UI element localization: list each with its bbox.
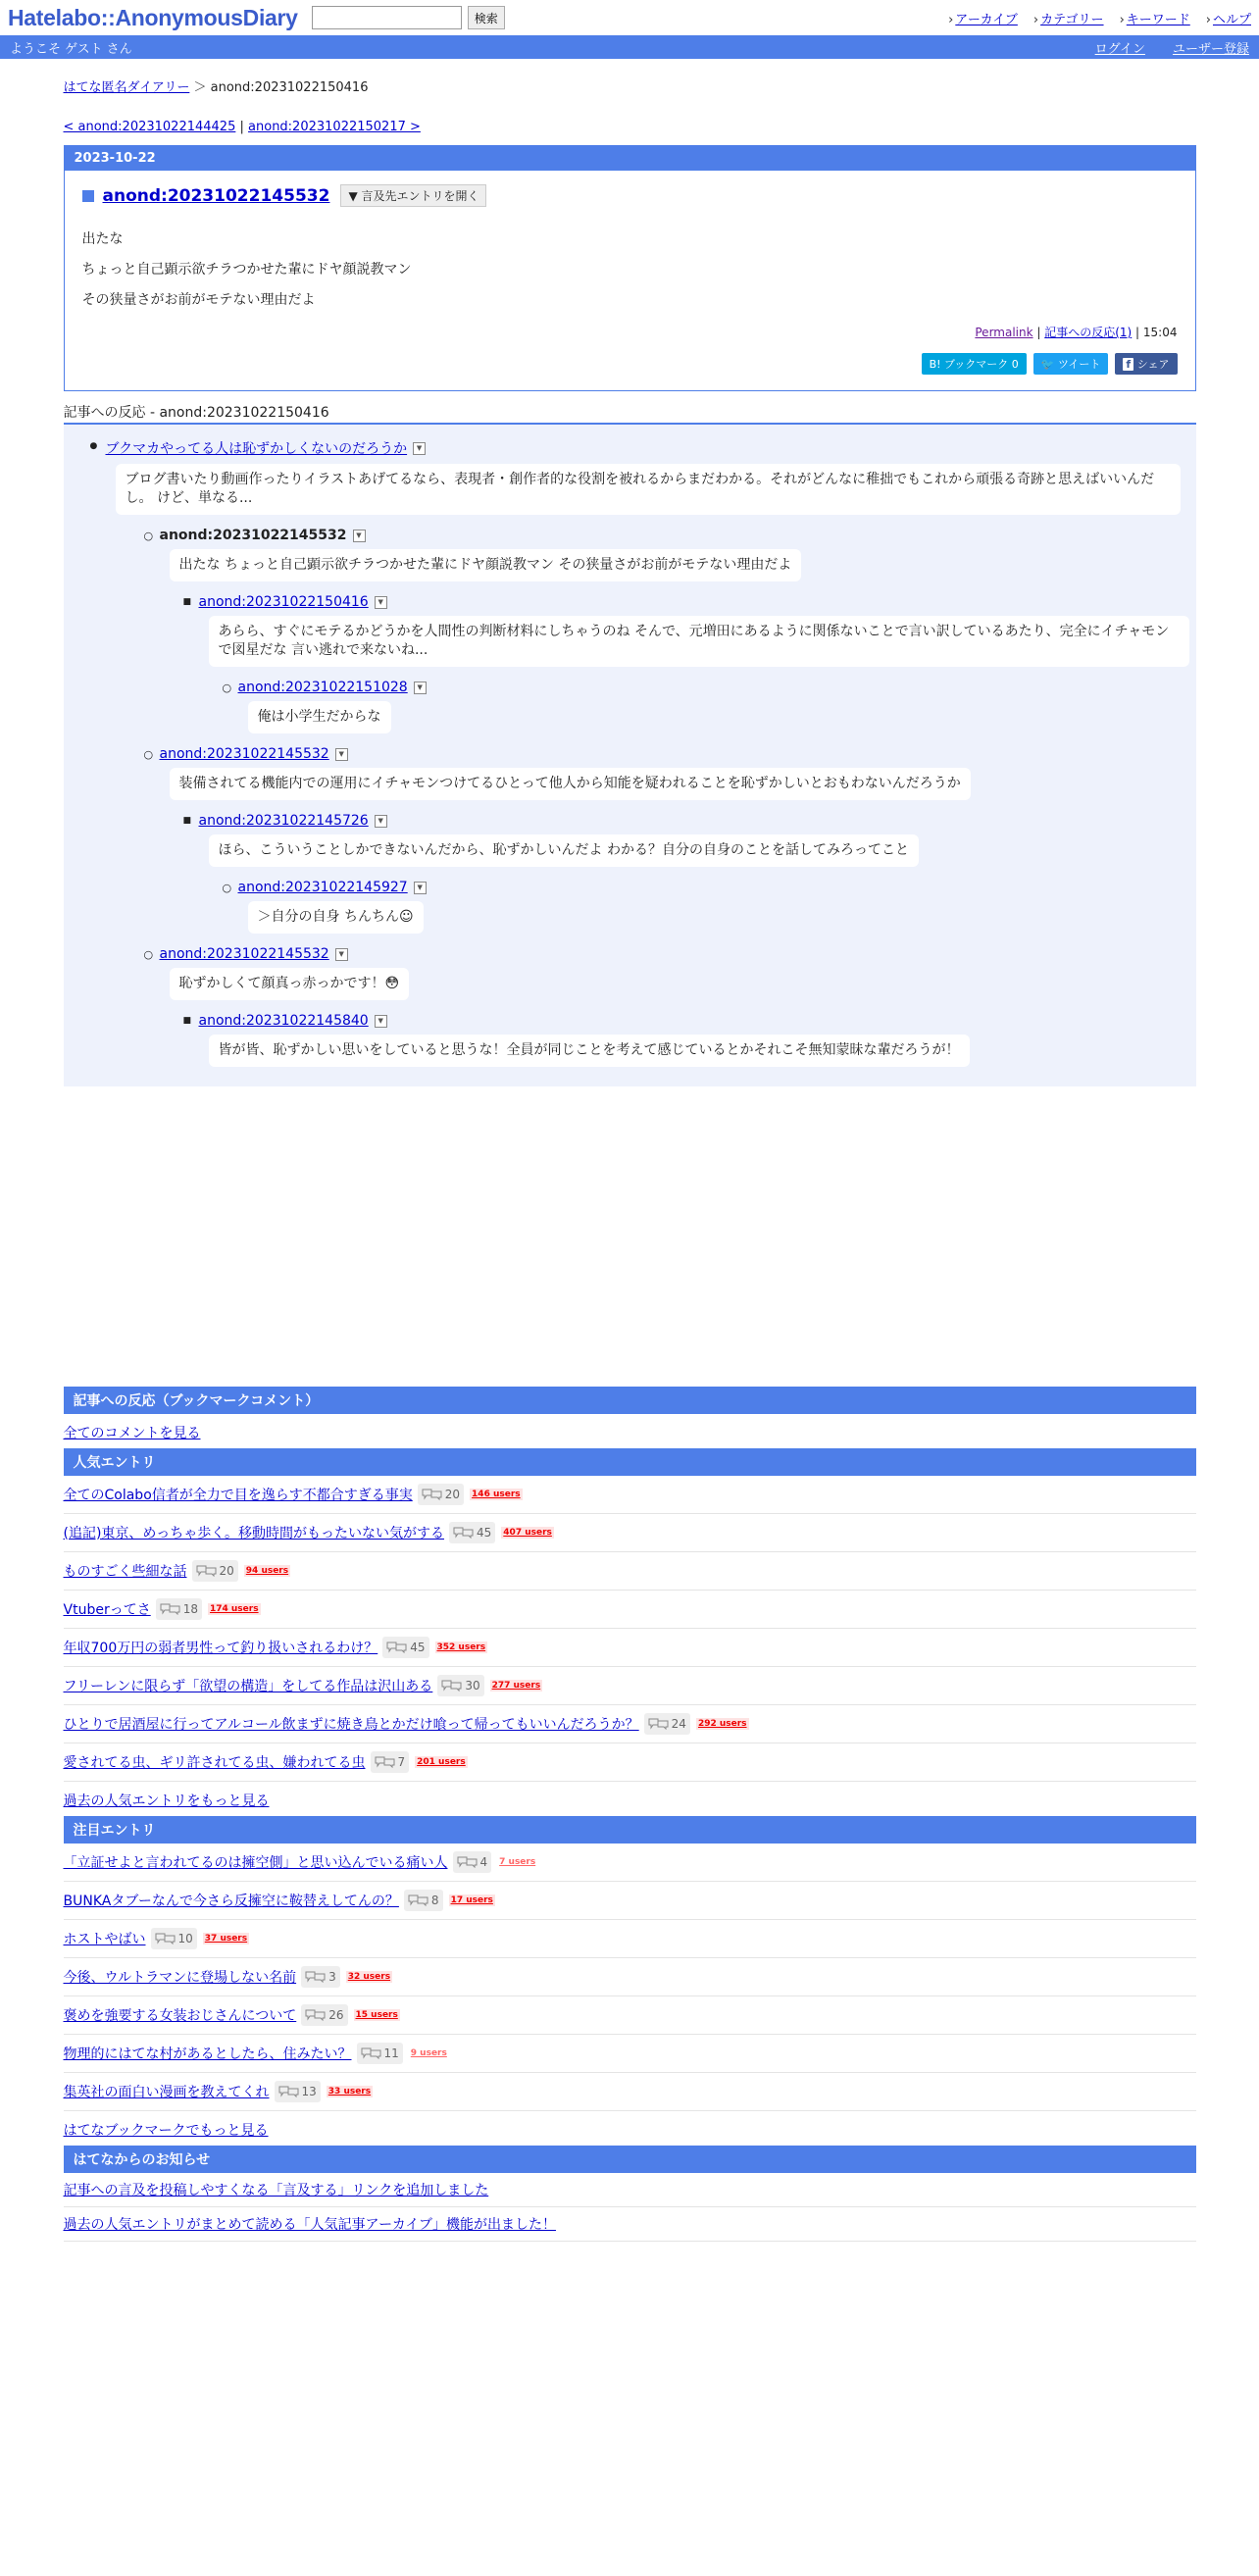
reaction-title-current: ○ anond:20231022145532 <box>159 528 347 543</box>
entry-body <box>82 232 1178 308</box>
comment-count-value: 20 <box>219 1564 234 1578</box>
bookmark-users-badge[interactable]: 32 users <box>347 1972 391 1982</box>
breadcrumb-current: anond:20231022150416 <box>210 80 369 95</box>
comment-count[interactable] <box>156 1598 202 1620</box>
bookmark-users-badge[interactable]: 37 users <box>204 1934 248 1944</box>
comment-count[interactable] <box>192 1560 238 1582</box>
reaction-title-link[interactable]: ○ anond:20231022145927 <box>237 880 408 895</box>
comment-count[interactable] <box>275 2081 321 2102</box>
entry-row <box>64 1629 1196 1667</box>
dropdown-icon[interactable]: ▼ <box>413 442 426 455</box>
comment-count[interactable] <box>449 1522 495 1543</box>
entry-link[interactable]: 「立証せよと言われてるのは擁空側」と思い込んでいる痛い人 <box>63 1855 448 1871</box>
facebook-icon: f <box>1123 358 1133 371</box>
main-content <box>64 59 1196 2242</box>
bookmark-users-badge[interactable]: 352 users <box>436 1642 486 1652</box>
dropdown-icon[interactable]: ▼ <box>375 596 387 609</box>
prev-next-nav <box>64 120 1196 134</box>
entry <box>65 171 1195 390</box>
reaction-title-link[interactable]: ■ anond:20231022150416 <box>198 594 369 610</box>
bookmark-users-badge[interactable]: 33 users <box>327 2087 372 2096</box>
comment-bubble-icon <box>375 1756 396 1768</box>
popular-more-link[interactable]: 過去の人気エントリをもっと見る <box>63 1793 270 1809</box>
search-input[interactable] <box>312 6 462 29</box>
top-nav <box>948 9 1251 27</box>
reaction-body: ＞自分の自身 ちんちん☺ <box>248 901 424 934</box>
all-comments-row <box>64 1414 1196 1448</box>
reaction-node <box>160 746 1181 800</box>
dropdown-icon[interactable]: ▼ <box>353 530 366 542</box>
bookmark-users-badge[interactable]: 7 users <box>499 1857 536 1867</box>
entry-row <box>64 1996 1196 2035</box>
day-section <box>64 145 1196 391</box>
comment-bubble-icon <box>160 1603 181 1615</box>
reaction-title-link[interactable]: ○ anond:20231022151028 <box>237 680 408 695</box>
welcome-bar <box>0 35 1259 59</box>
comment-count-value: 8 <box>430 1894 439 1907</box>
entry-time: 15:04 <box>1142 326 1178 339</box>
notice-link[interactable]: 記事への言及を投稿しやすくなる「言及する」リンクを追加しました <box>63 2183 489 2198</box>
comment-count[interactable] <box>301 2004 347 2026</box>
reaction-body: ほら、こういうことしかできないんだから、恥ずかしいんだよ わかる？自分の自身のことを話してみろってこと <box>209 834 919 867</box>
comment-count-value: 26 <box>328 2008 344 2022</box>
all-comments-link[interactable]: 全てのコメントを見る <box>63 1426 201 1441</box>
entry-link[interactable]: Vtuberってさ <box>63 1602 151 1618</box>
entry-row <box>64 2035 1196 2073</box>
entry-link[interactable]: BUNKAタブーなんで今さら反擁空に鞍替えしてんの？ <box>63 1894 399 1909</box>
reaction-title-link[interactable]: ○ anond:20231022145532 <box>159 946 329 962</box>
entry-link[interactable]: ホストやばい <box>63 1932 146 1947</box>
reaction-node <box>199 813 1181 867</box>
keyword-link[interactable]: › キーワード <box>1120 9 1190 27</box>
reaction-body: 装備されてる機能内での運用にイチャモンつけてるひとって他人から知能を疑われることを恥ずかしいとおもわないんだろうか <box>170 768 971 800</box>
bookmark-users-badge[interactable]: 201 users <box>417 1757 466 1767</box>
comment-count[interactable] <box>371 1751 410 1773</box>
comment-bubble-icon <box>155 1933 176 1945</box>
dropdown-icon[interactable]: ▼ <box>335 948 348 961</box>
comment-bubble-icon <box>386 1642 408 1653</box>
comment-count[interactable] <box>151 1928 197 1949</box>
bookmark-users-badge[interactable]: 292 users <box>697 1719 747 1729</box>
comment-count[interactable] <box>357 2043 403 2064</box>
tweet-button[interactable] <box>1033 353 1109 375</box>
comment-bubble-icon <box>441 1680 463 1692</box>
share-buttons <box>82 353 1178 375</box>
dropdown-icon[interactable]: ▼ <box>375 1015 387 1028</box>
next-entry-link[interactable]: anond:20231022150217 > <box>248 120 421 134</box>
reaction-body: ブログ書いたり動画作ったりイラストあげてるなら、表現者・創作者的な役割を被れるからまだわかる。それがどんなに稚拙でもこれから頑張る奇跡と思えばいいんだし。 けど、単なる... <box>116 464 1181 515</box>
comment-count[interactable] <box>437 1675 483 1696</box>
register-link[interactable]: ユーザー登録 <box>1172 41 1249 57</box>
comment-count-value: 13 <box>301 2085 317 2098</box>
bookmark-users-badge[interactable]: 174 users <box>209 1604 259 1614</box>
dropdown-icon[interactable]: ▼ <box>375 815 387 828</box>
entry-square-icon <box>82 190 94 202</box>
comment-bubble-icon <box>196 1565 218 1577</box>
bookmark-comments-heading: 記事への反応（ブックマークコメント） <box>64 1387 1196 1414</box>
reaction-tree <box>64 425 1196 1086</box>
entry-row <box>64 1958 1196 1996</box>
popular-entries-list <box>64 1476 1196 1782</box>
breadcrumb-home[interactable]: はてな匿名ダイアリー <box>63 80 190 95</box>
reaction-node <box>106 438 1181 515</box>
bookmark-users-badge[interactable]: 407 users <box>503 1528 552 1538</box>
featured-entries-heading: 注目エントリ <box>64 1816 1196 1844</box>
comment-count-value: 30 <box>465 1679 480 1692</box>
entry-row <box>64 1591 1196 1629</box>
comment-count-value: 3 <box>328 1970 336 1984</box>
comment-count[interactable] <box>301 1966 340 1988</box>
category-link[interactable]: › カテゴリー <box>1033 9 1104 27</box>
comment-count[interactable] <box>644 1713 690 1735</box>
login-link[interactable]: ログイン <box>1094 41 1145 57</box>
comment-bubble-icon <box>361 2047 382 2059</box>
entry-date: 2023-10-22 <box>65 146 1195 171</box>
comment-bubble-icon <box>305 1971 327 1983</box>
tweet-label: ツイート <box>1057 358 1101 371</box>
twitter-icon: 🐦 <box>1040 358 1055 371</box>
entry-link[interactable]: ひとりで居酒屋に行ってアルコール飲まずに焼き鳥とかだけ喰って帰ってもいいんだろうか？ <box>63 1717 639 1733</box>
reaction-node <box>199 1013 1181 1067</box>
comment-count-value: 45 <box>477 1526 492 1540</box>
comment-count-value: 20 <box>444 1488 461 1501</box>
bookmark-users-badge[interactable]: 17 users <box>450 1895 493 1905</box>
bookmark-users-badge[interactable]: 9 users <box>410 2048 447 2058</box>
entry-paragraph: ちょっと自己顕示欲チラつかせた輩にドヤ顔説教マン <box>81 262 412 278</box>
site-logo[interactable]: Hatelabo::AnonymousDiary <box>8 4 298 30</box>
dropdown-icon[interactable]: ▼ <box>414 682 427 694</box>
reaction-title-link[interactable]: ● ブクマカやってる人は恥ずかしくないのだろうか <box>105 441 408 457</box>
open-referenced-entry-button[interactable]: ▼ 言及先エントリを開く <box>340 184 486 207</box>
help-link[interactable]: › ヘルプ <box>1206 9 1251 27</box>
entry-row <box>64 1743 1196 1782</box>
archive-link[interactable]: › アーカイブ <box>948 9 1018 27</box>
dropdown-icon[interactable]: ▼ <box>414 882 427 894</box>
reaction-body: 出たな ちょっと自己顕示欲チラつかせた輩にドヤ顔説教マン その狭量さがお前がモテない理由だよ <box>170 549 802 581</box>
comment-count-value: 10 <box>177 1932 193 1945</box>
bookmark-users-badge[interactable]: 277 users <box>491 1681 541 1691</box>
notice-row <box>64 2173 1196 2207</box>
comment-bubble-icon <box>305 2009 327 2021</box>
entry-link[interactable]: 年収700万円の弱者男性って釣り扱いされるわけ？ <box>63 1641 378 1656</box>
reaction-title-link[interactable]: ■ anond:20231022145726 <box>198 813 369 829</box>
ad-space <box>64 1086 1196 1387</box>
reactions-title: 記事への反応 - anond:20231022150416 <box>64 402 1196 425</box>
welcome-text: ようこそ ゲスト さん <box>10 41 132 57</box>
comment-bubble-icon <box>278 2086 300 2097</box>
comment-count-value: 18 <box>182 1602 198 1616</box>
reaction-title-link[interactable]: ■ anond:20231022145840 <box>198 1013 369 1029</box>
reaction-node <box>160 946 1181 1000</box>
facebook-share-button[interactable] <box>1115 353 1177 375</box>
comment-bubble-icon <box>408 1894 429 1906</box>
hatena-bookmark-button[interactable]: B! ブックマーク 0 <box>922 353 1027 375</box>
entry-link[interactable]: (追記)東京、めっちゃ歩く。移動時間がもったいない気がする <box>63 1526 445 1541</box>
entry-row <box>64 1667 1196 1705</box>
comment-count-value: 7 <box>397 1755 406 1769</box>
comment-count-value: 45 <box>410 1641 426 1654</box>
entry-link[interactable]: 全てのColabo信者が全力で目を逸らす不都合すぎる事実 <box>63 1488 413 1503</box>
comment-count-value: 4 <box>479 1855 488 1869</box>
reactions-link[interactable]: 記事への反応(1) <box>1044 326 1133 339</box>
entry-row <box>64 1920 1196 1958</box>
entry-row <box>64 1552 1196 1591</box>
header <box>0 0 1259 35</box>
reaction-node <box>238 680 1181 733</box>
comment-count[interactable] <box>453 1851 492 1873</box>
search-button[interactable]: 検索 <box>468 6 505 29</box>
comment-bubble-icon <box>453 1527 475 1539</box>
prev-entry-link[interactable]: < anond:20231022144425 <box>63 120 236 134</box>
entry-link[interactable]: 今後、ウルトラマンに登場しない名前 <box>63 1970 297 1986</box>
entry-paragraph: その狭量さがお前がモテない理由だよ <box>81 292 316 308</box>
notices-heading: はてなからのお知らせ <box>64 2146 1196 2173</box>
reaction-node <box>238 880 1181 934</box>
comment-count-value: 24 <box>671 1717 686 1731</box>
reaction-title-link[interactable]: ○ anond:20231022145532 <box>159 746 329 762</box>
entry-link[interactable]: 集英社の面白い漫画を教えてくれ <box>63 2085 270 2100</box>
reaction-body: 恥ずかしくて顔真っ赤っかです！😳 <box>170 968 410 1000</box>
dropdown-icon[interactable]: ▼ <box>335 748 348 761</box>
entry-link[interactable]: フリーレンに限らず「欲望の構造」をしてる作品は沢山ある <box>63 1679 433 1694</box>
comment-count-value: 11 <box>383 2046 399 2060</box>
featured-more-link[interactable]: はてなブックマークでもっと見る <box>63 2123 269 2139</box>
reaction-body: 俺は小学生だからな <box>248 701 391 733</box>
permalink[interactable]: Permalink <box>975 326 1033 339</box>
bookmark-users-badge[interactable]: 146 users <box>472 1490 521 1499</box>
entry-link[interactable]: 褒めを強要する女装おじさんについて <box>63 2008 297 2024</box>
entry-row <box>64 1882 1196 1920</box>
breadcrumb <box>64 76 1196 95</box>
featured-more-row <box>64 2111 1196 2146</box>
prev-next-separator: | <box>239 120 244 134</box>
breadcrumb-separator: ＞ <box>193 80 207 95</box>
notices-list <box>64 2173 1196 2242</box>
entry-footer: Permalink | 記事への反応(1) | 15:04 <box>975 326 1178 339</box>
entry-row <box>64 1514 1196 1552</box>
comment-count[interactable] <box>404 1890 443 1911</box>
reaction-body: 皆が皆、恥ずかしい思いをしていると思うな！全員が同じことを考えて感じているとかそれこそ無知蒙昧な輩だろうが！ <box>209 1035 970 1067</box>
notice-link[interactable]: 過去の人気エントリがまとめて読める「人気記事アーカイブ」機能が出ました！ <box>63 2217 556 2233</box>
comment-bubble-icon <box>457 1856 478 1868</box>
comment-bubble-icon <box>422 1489 443 1500</box>
reaction-body: あらら、すぐにモテるかどうかを人間性の判断材料にしちゃうのね そんで、元増田にあるように関係ないことで言い訳しているあたり、完全にイチャモンで図星だな 言い逃れで来ないね... <box>209 616 1189 667</box>
notice-row <box>64 2207 1196 2242</box>
entry-paragraph: 出たな <box>81 231 124 247</box>
entry-link[interactable]: 愛されてる虫、ギリ許されてる虫、嫌われてる虫 <box>63 1755 366 1771</box>
popular-more-row <box>64 1782 1196 1816</box>
entry-row <box>64 2073 1196 2111</box>
reaction-node <box>160 528 1181 581</box>
comment-count[interactable] <box>418 1484 464 1505</box>
entry-row <box>64 1476 1196 1514</box>
popular-entries-heading: 人気エントリ <box>64 1448 1196 1476</box>
bookmark-users-badge[interactable]: 94 users <box>245 1566 289 1576</box>
entry-link[interactable]: 物理的にはてな村があるとしたら、住みたい？ <box>63 2046 352 2062</box>
featured-entries-list <box>64 1844 1196 2111</box>
comment-count[interactable] <box>382 1637 428 1658</box>
entry-row <box>64 1705 1196 1743</box>
comment-bubble-icon <box>648 1718 670 1730</box>
entry-link[interactable]: ものすごく些細な話 <box>63 1564 187 1580</box>
reaction-node <box>199 594 1181 667</box>
entry-row <box>64 1844 1196 1882</box>
facebook-share-label: シェア <box>1136 358 1170 371</box>
entry-title[interactable]: anond:20231022145532 <box>102 185 330 206</box>
bookmark-users-badge[interactable]: 15 users <box>355 2010 398 2020</box>
